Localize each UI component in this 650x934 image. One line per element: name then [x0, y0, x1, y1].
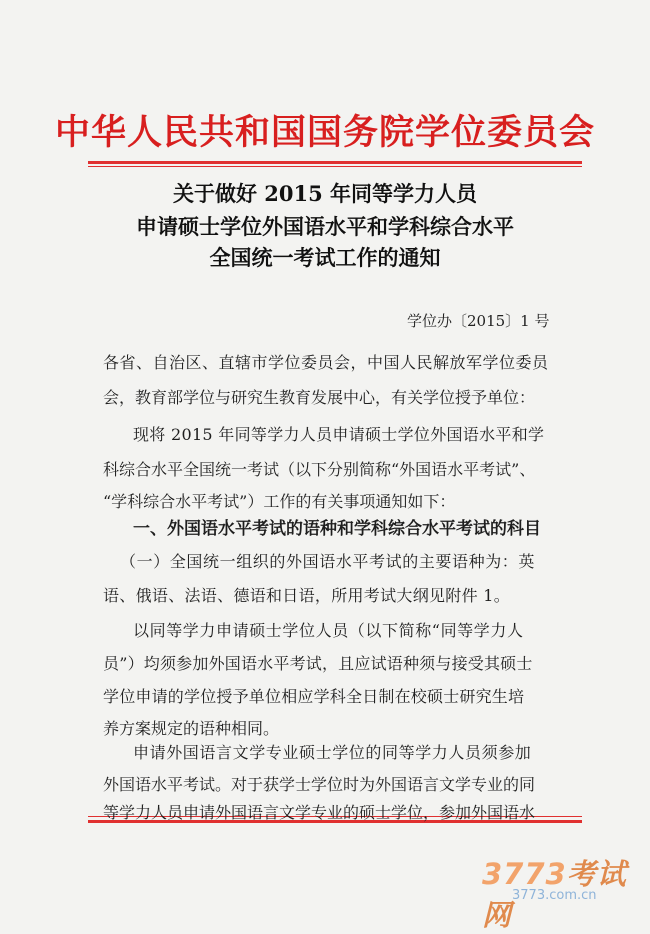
issuing-org-header: 中华人民共和国国务院学位委员会: [54, 112, 595, 153]
body-line: 会，教育部学位与研究生教育发展中心，有关学位授予单位：: [103, 388, 536, 407]
body-line: 学位申请的学位授予单位相应学科全日制在校硕士研究生培: [103, 687, 525, 706]
body-line: （一）全国统一组织的外国语水平考试的主要语种为：英: [120, 552, 536, 571]
body-line: 现将 2015 年同等学力人员申请硕士学位外国语水平和学: [133, 425, 545, 444]
document-number: 学位办〔2015〕1 号: [407, 312, 550, 330]
body-line: 科综合水平全国统一考试（以下分别简称“外国语水平考试”、: [103, 460, 536, 479]
watermark-brand-text: 考试网: [482, 857, 627, 932]
title-line-3: 全国统一考试工作的通知: [209, 245, 441, 270]
section-heading: 一、外国语水平考试的语种和学科综合水平考试的科目: [133, 519, 541, 539]
body-line: 外国语水平考试。对于获学士学位时为外国语言文学专业的同: [103, 775, 536, 794]
header-rule-thick: [88, 161, 582, 164]
body-line: “学科综合水平考试”）工作的有关事项通知如下：: [103, 492, 456, 511]
body-line: 等学力人员申请外国语言文学专业的硕士学位，参加外国语水: [103, 803, 536, 822]
body-line: 语、俄语、法语、德语和日语，所用考试大纲见附件 1。: [103, 586, 511, 605]
body-line: 以同等学力申请硕士学位人员（以下简称“同等学力人: [133, 621, 524, 640]
body-line: 养方案规定的语种相同。: [103, 719, 280, 738]
watermark-url: 3773.com.cn: [512, 888, 597, 903]
body-line: 各省、自治区、直辖市学位委员会，中国人民解放军学位委员: [103, 353, 549, 372]
body-line: 申请外国语言文学专业硕士学位的同等学力人员须参加: [133, 743, 532, 762]
title-line-1: 关于做好 2015 年同等学力人员: [172, 181, 478, 206]
header-rule-thin: [88, 166, 582, 167]
watermark-brand-number: 3773: [482, 857, 567, 891]
title-line-2: 申请硕士学位外国语水平和学科综合水平: [136, 214, 514, 239]
body-line: 员”）均须参加外国语水平考试，且应试语种须与接受其硕士: [103, 654, 533, 673]
